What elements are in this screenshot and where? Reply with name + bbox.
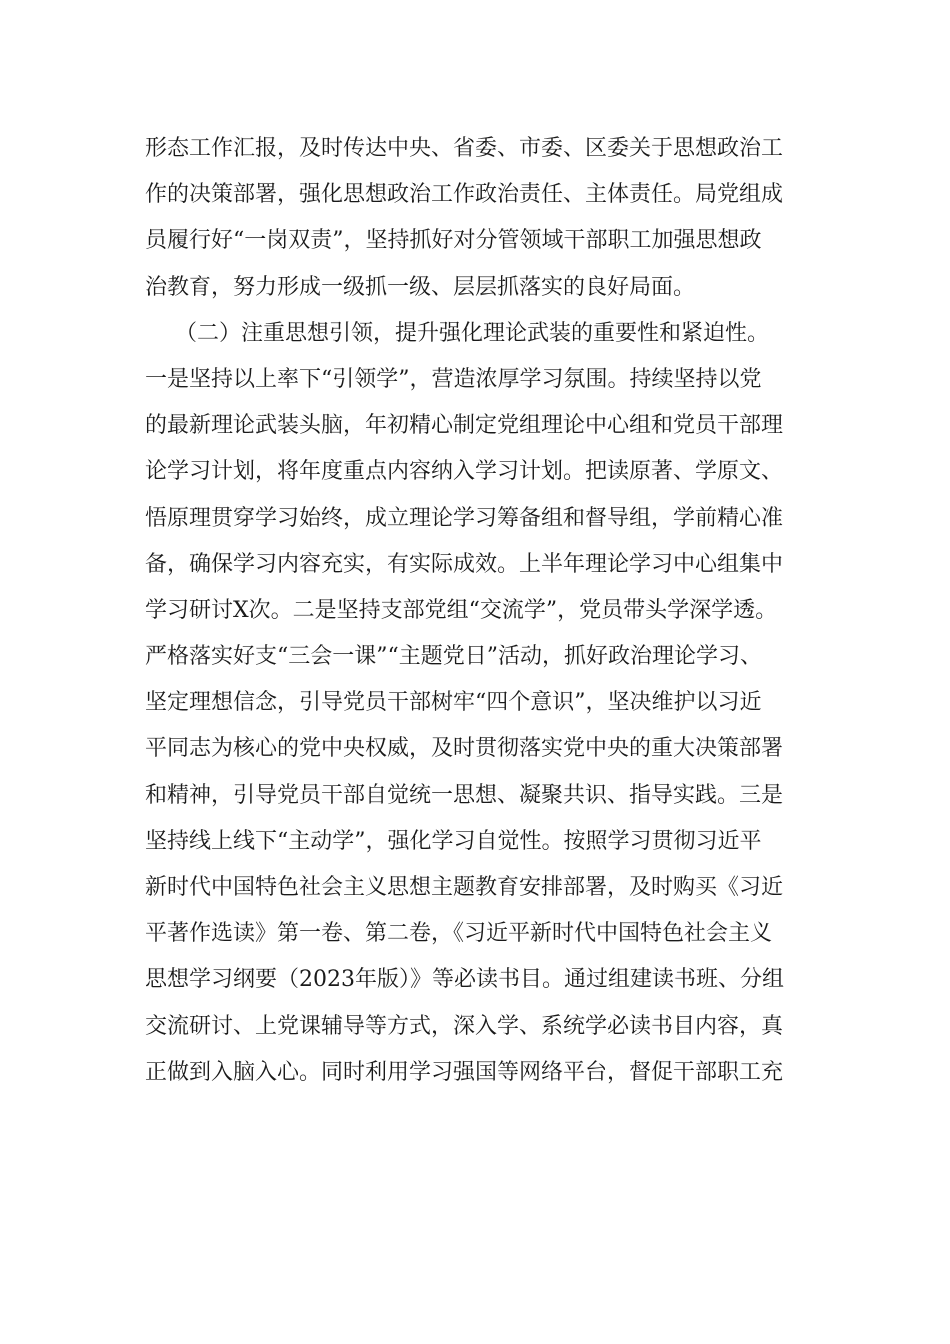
text-line: 平著作选读》第一卷、第二卷，《习近平新时代中国特色社会主义 — [145, 921, 773, 947]
text-line: 和精神，引导党员干部自觉统一思想、凝聚共识、指导实践。三是 — [145, 782, 784, 808]
text-line: 的最新理论武装头脑，年初精心制定党组理论中心组和党员干部理 — [145, 413, 784, 439]
text-line: 正做到入脑入心。同时利用学习强国等网络平台，督促干部职工充 — [145, 1059, 784, 1085]
text-line: 严格落实好支“三会一课”“主题党日”活动，抓好政治理论学习、 — [145, 644, 762, 670]
text-line: 学习研讨X次。二是坚持支部党组“交流学”，党员带头学深学透。 — [145, 597, 778, 623]
text-line: 论学习计划，将年度重点内容纳入学习计划。把读原著、学原文、 — [145, 459, 784, 485]
text-line: 平同志为核心的党中央权威，及时贯彻落实党中央的重大决策部署 — [145, 736, 784, 762]
text-line: 新时代中国特色社会主义思想主题教育安排部署，及时购买《习近 — [145, 875, 784, 900]
text-line: 坚持线上线下“主动学”，强化学习自觉性。按照学习贯彻习近平 — [145, 828, 762, 854]
text-line: 备，确保学习内容充实，有实际成效。上半年理论学习中心组集中 — [145, 551, 784, 577]
text-line: 作的决策部署，强化思想政治工作政治责任、主体责任。局党组成 — [145, 182, 784, 208]
text-line: 治教育，努力形成一级抓一级、层层抓落实的良好局面。 — [145, 274, 696, 300]
text-line: 交流研讨、上党课辅导等方式，深入学、系统学必读书目内容，真 — [145, 1013, 784, 1039]
text-line: 员履行好“一岗双责”，坚持抓好对分管领域干部职工加强思想政 — [145, 228, 762, 254]
section-heading: （二）注重思想引领，提升强化理论武装的重要性和紧迫性。 — [175, 320, 770, 346]
text-line: 思想学习纲要（2023年版）》等必读书目。通过组建读书班、分组 — [145, 967, 784, 993]
text-line: 形态工作汇报，及时传达中央、省委、市委、区委关于思想政治工 — [145, 136, 784, 161]
body-text — [145, 126, 825, 1096]
text-line: 坚定理想信念，引导党员干部树牢“四个意识”，坚决维护以习近 — [145, 690, 762, 716]
text-line: 一是坚持以上率下“引领学”，营造浓厚学习氛围。持续坚持以党 — [145, 366, 762, 392]
text-line: 悟原理贯穿学习始终，成立理论学习筹备组和督导组，学前精心准 — [145, 505, 784, 531]
